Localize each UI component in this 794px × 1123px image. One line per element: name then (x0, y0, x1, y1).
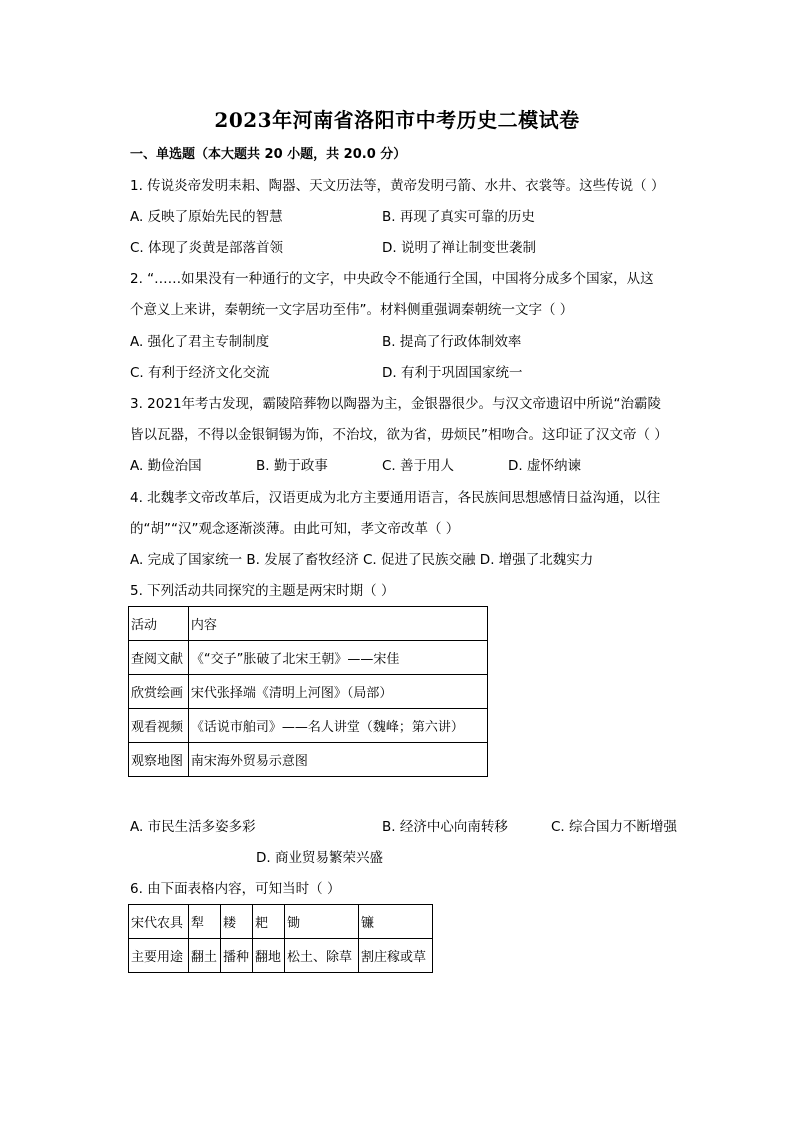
question-4-stem-line-1: 4. 北魏孝文帝改革后，汉语更成为北方主要通用语言，各民族间思想感情日益沟通，以往 (130, 490, 661, 506)
table-cell: 查阅文献 (129, 641, 189, 675)
question-2-stem-line-2: 个意义上来讲，秦朝统一文字居功至伟”。材料侧重强调秦朝统一文字（ ） (130, 302, 574, 318)
question-5-option-b: B. 经济中心向南转移 (382, 819, 508, 835)
question-3-option-d: D. 虚怀纳谏 (508, 458, 581, 474)
table-cell: 割庄稼或草 (359, 939, 433, 973)
question-4-stem-line-2: 的“胡”“汉”观念逐渐淡薄。由此可知，孝文帝改革（ ） (130, 521, 460, 537)
table-row (129, 743, 488, 777)
table-cell: 翻地 (253, 939, 285, 973)
table-row (129, 607, 488, 641)
section-heading: 一、单选题（本大题共 20 小题，共 20.0 分） (130, 147, 407, 162)
table-cell: 播种 (221, 939, 253, 973)
question-5-option-c: C. 综合国力不断增强 (551, 819, 678, 835)
table-row (129, 675, 488, 709)
activity-table (128, 606, 488, 777)
table-row (129, 709, 488, 743)
question-2-stem-line-1: 2. “……如果没有一种通行的文字，中央政令不能通行全国，中国将分成多个国家，从这 (130, 271, 654, 287)
question-5-option-d: D. 商业贸易繁荣兴盛 (256, 850, 383, 866)
exam-title: 2023年河南省洛阳市中考历史二模试卷 (214, 108, 580, 132)
table-row (129, 905, 433, 939)
table-cell: 观察地图 (129, 743, 189, 777)
question-3-option-a: A. 勤俭治国 (130, 458, 202, 474)
question-2-option-a: A. 强化了君主专制制度 (130, 334, 270, 350)
question-6-stem: 6. 由下面表格内容，可知当时（ ） (130, 881, 341, 897)
question-1-option-b: B. 再现了真实可靠的历史 (382, 209, 535, 225)
table-cell: 翻土 (189, 939, 221, 973)
question-3-stem-line-2: 皆以瓦器，不得以金银铜锡为饰，不治坟，欲为省，毋烦民”相吻合。这印证了汉文帝（ ） (130, 427, 668, 443)
question-4-options: A. 完成了国家统一 B. 发展了畜牧经济 C. 促进了民族交融 D. 增强了北魏实力 (130, 552, 594, 568)
table-cell: 内容 (188, 607, 487, 641)
table-cell: 欣赏绘画 (129, 675, 189, 709)
question-2-option-b: B. 提高了行政体制效率 (382, 334, 522, 350)
table-cell: 观看视频 (129, 709, 189, 743)
table-cell: 宋代农具 (129, 905, 189, 939)
question-5-stem: 5. 下列活动共同探究的主题是两宋时期（ ） (130, 583, 395, 599)
table-cell: 活动 (129, 607, 189, 641)
table-cell: 《“交子”胀破了北宋王朝》——宋佳 (188, 641, 487, 675)
table-cell: 《话说市舶司》——名人讲堂（魏峰；第六讲） (188, 709, 487, 743)
table-row (129, 939, 433, 973)
question-1-option-c: C. 体现了炎黄是部落首领 (130, 240, 284, 256)
question-3-option-c: C. 善于用人 (382, 458, 455, 474)
table-cell: 耙 (253, 905, 285, 939)
question-2-option-d: D. 有利于巩固国家统一 (382, 365, 523, 381)
table-cell: 镰 (359, 905, 433, 939)
question-5-option-a: A. 市民生活多姿多彩 (130, 819, 256, 835)
question-3-option-b: B. 勤于政事 (256, 458, 328, 474)
table-cell: 南宋海外贸易示意图 (188, 743, 487, 777)
table-cell: 松土、除草 (285, 939, 359, 973)
table-cell: 主要用途 (129, 939, 189, 973)
table-cell: 犁 (189, 905, 221, 939)
question-1-option-a: A. 反映了原始先民的智慧 (130, 209, 283, 225)
question-1-option-d: D. 说明了禅让制变世袭制 (382, 240, 536, 256)
table-cell: 宋代张择端《清明上河图》（局部） (188, 675, 487, 709)
table-cell: 锄 (285, 905, 359, 939)
table-cell: 耧 (221, 905, 253, 939)
table-row (129, 641, 488, 675)
question-2-option-c: C. 有利于经济文化交流 (130, 365, 270, 381)
question-3-stem-line-1: 3. 2021年考古发现，霸陵陪葬物以陶器为主，金银器很少。与汉文帝遗诏中所说“治霸陵 (130, 396, 662, 412)
question-1-stem: 1. 传说炎帝发明耒耜、陶器、天文历法等，黄帝发明弓箭、水井、衣裳等。这些传说（ ） (130, 178, 665, 194)
farm-tools-table (128, 904, 433, 973)
